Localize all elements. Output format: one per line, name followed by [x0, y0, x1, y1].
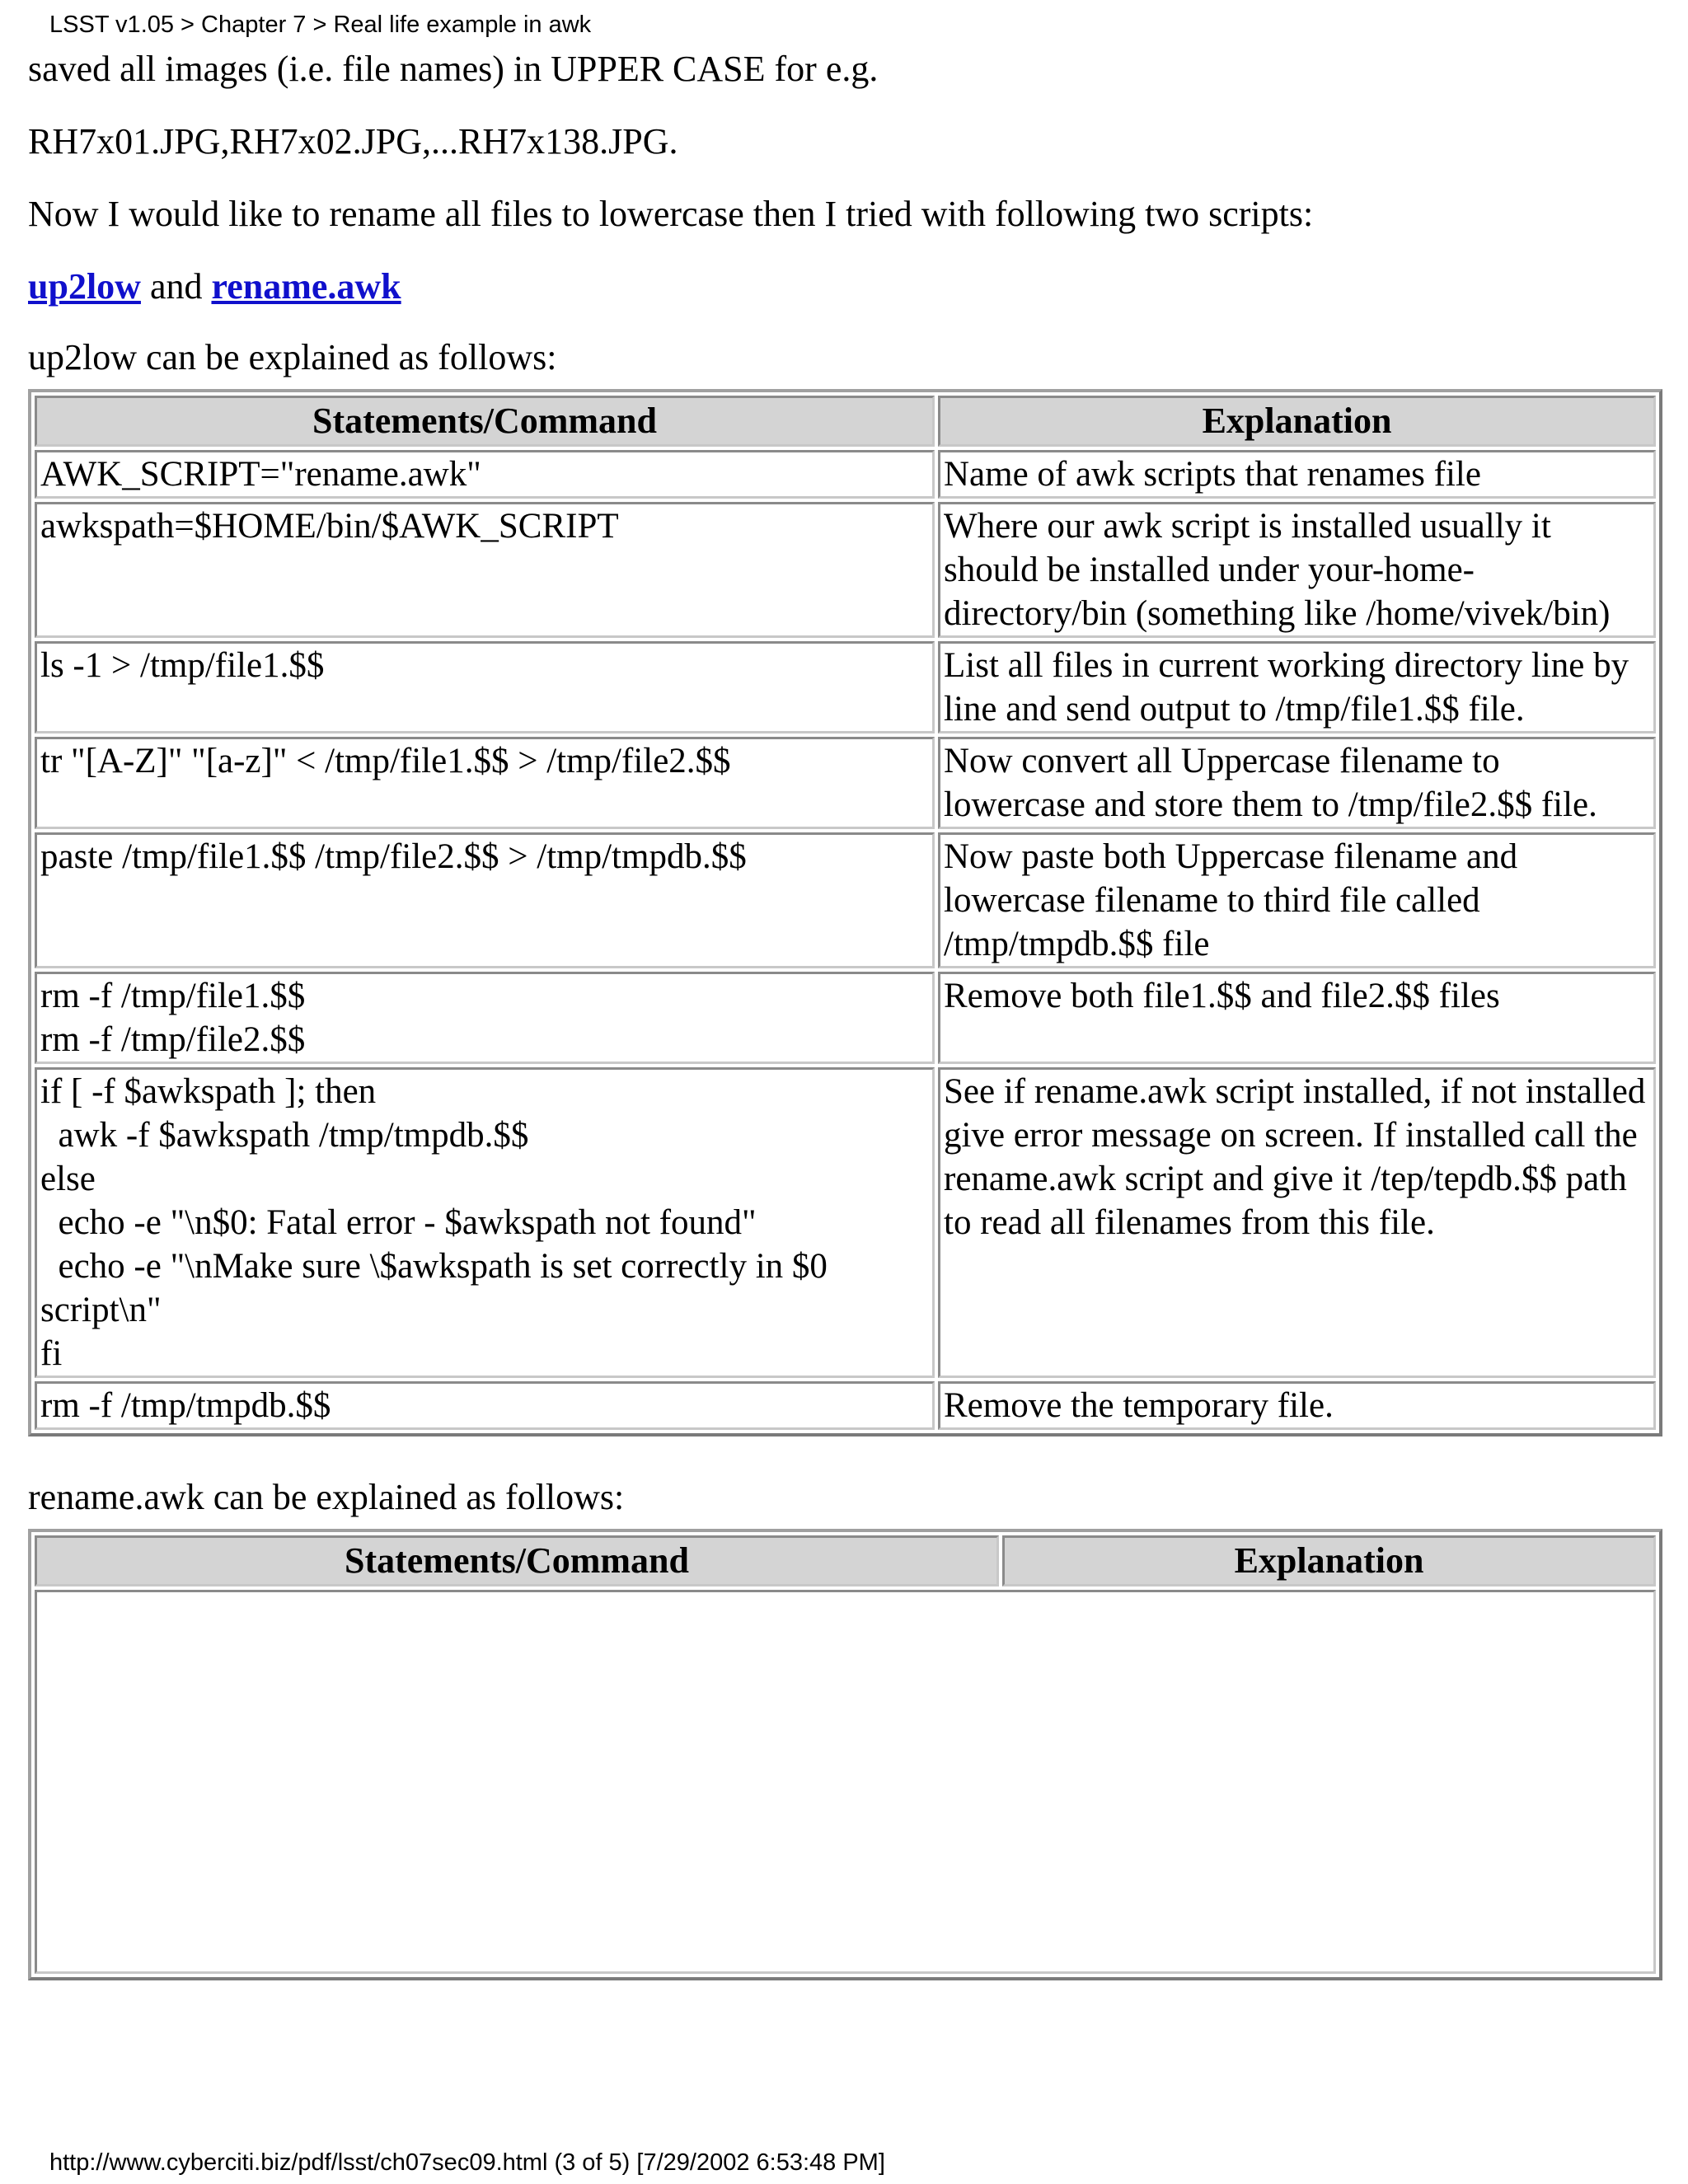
command-cell: if [ -f $awkspath ]; then awk -f $awkspath /tmp/tmpdb.$$ else echo -e "\n$0: Fatal error - $awkspath not found" echo -e "\nMake sure \$awkspath is set correctly in $0 script\n" fi: [35, 1067, 935, 1378]
intro-paragraph-3: Now I would like to rename all files to lowercase then I tried with following two scripts:: [28, 194, 1314, 234]
header-explanation: Explanation: [1002, 1535, 1656, 1586]
explanation-cell: Remove both file1.$$ and file2.$$ files: [938, 972, 1656, 1064]
table-row: [35, 641, 1656, 733]
and-text: and: [140, 266, 212, 307]
table-row: [35, 737, 1656, 829]
command-cell: ls -1 > /tmp/file1.$$: [35, 641, 935, 733]
table-row: [35, 972, 1656, 1064]
table-row: [35, 1067, 1656, 1378]
rename-awk-explanation-table: [28, 1529, 1662, 1980]
table-row: [35, 832, 1656, 968]
table-row: [35, 1381, 1656, 1430]
command-cell: awkspath=$HOME/bin/$AWK_SCRIPT: [35, 502, 935, 638]
table-row: [35, 450, 1656, 499]
intro-paragraph-2: RH7x01.JPG,RH7x02.JPG,...RH7x138.JPG.: [28, 121, 678, 162]
command-cell: rm -f /tmp/file1.$$ rm -f /tmp/file2.$$: [35, 972, 935, 1064]
print-header-breadcrumb: LSST v1.05 > Chapter 7 > Real life example in awk: [49, 12, 592, 38]
header-explanation: Explanation: [938, 396, 1656, 447]
print-footer-url: http://www.cyberciti.biz/pdf/lsst/ch07sec09.html (3 of 5) [7/29/2002 6:53:48 PM]: [49, 2149, 885, 2176]
explanation-cell: See if rename.awk script installed, if not installed give error message on screen. If installed call the rename.awk script and give it /tep/tepdb.$$ path to read all filenames from this file.: [938, 1067, 1656, 1378]
up2low-explanation-table: [28, 389, 1662, 1436]
header-statements-command: Statements/Command: [35, 1535, 999, 1586]
command-cell: rm -f /tmp/tmpdb.$$: [35, 1381, 935, 1430]
explanation-cell: Name of awk scripts that renames file: [938, 450, 1656, 499]
explanation-cell: Remove the temporary file.: [938, 1381, 1656, 1430]
intro-paragraph-1: saved all images (i.e. file names) in UPPER CASE for e.g.: [28, 49, 879, 89]
command-cell: AWK_SCRIPT="rename.awk": [35, 450, 935, 499]
document-content: [28, 46, 1668, 1980]
command-cell: paste /tmp/file1.$$ /tmp/file2.$$ > /tmp/tmpdb.$$: [35, 832, 935, 968]
script-links-paragraph: [28, 264, 1668, 310]
table-header-row: [35, 1535, 1656, 1586]
explanation-cell: Where our awk script is installed usually it should be installed under your-home-directory/bin (something like /home/vivek/bin): [938, 502, 1656, 638]
up2low-explanation-intro: up2low can be explained as follows:: [28, 337, 557, 377]
explanation-cell: List all files in current working directory line by line and send output to /tmp/file1.$$ file.: [938, 641, 1656, 733]
table-header-row: [35, 396, 1656, 447]
explanation-cell: Now convert all Uppercase filename to lowercase and store them to /tmp/file2.$$ file.: [938, 737, 1656, 829]
table-continuation-area: [35, 1590, 1656, 1974]
command-cell: tr "[A-Z]" "[a-z]" < /tmp/file1.$$ > /tmp/file2.$$: [35, 737, 935, 829]
table-row: [35, 502, 1656, 638]
explanation-cell: Now paste both Uppercase filename and lowercase filename to third file called /tmp/tmpdb.$$ file: [938, 832, 1656, 968]
rename-awk-link[interactable]: rename.awk: [211, 266, 401, 307]
up2low-link[interactable]: up2low: [28, 266, 141, 307]
header-statements-command: Statements/Command: [35, 396, 935, 447]
rename-awk-explanation-intro: rename.awk can be explained as follows:: [28, 1477, 625, 1517]
